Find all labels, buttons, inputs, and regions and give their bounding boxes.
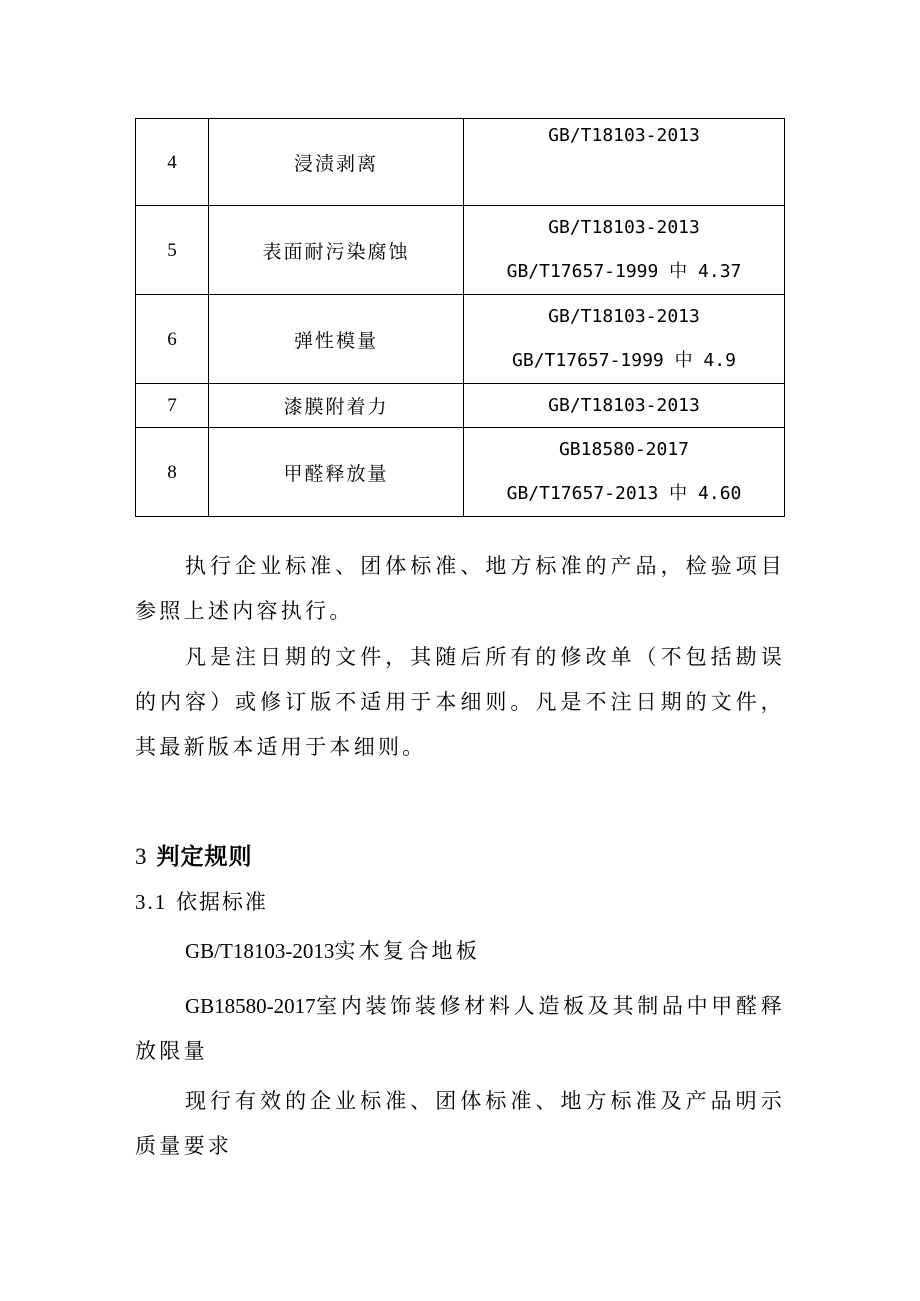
item-name: 漆膜附着力: [209, 384, 464, 428]
standard-cell: [464, 428, 785, 517]
item-name: 表面耐污染腐蚀: [209, 206, 464, 295]
table-row: [136, 295, 785, 384]
subsection-title: 依据标准: [175, 890, 268, 914]
standard-code: GB/T18103-2013: [185, 939, 335, 963]
table-row: [136, 206, 785, 295]
inspection-standards-table: [135, 118, 785, 517]
row-number: 8: [136, 428, 209, 517]
standard-code: GB/T18103-2013: [548, 394, 700, 416]
section-title: 判定规则: [156, 844, 253, 870]
standard-code: GB/T17657-2013 中 4.60: [506, 483, 742, 504]
item-name: 甲醛释放量: [209, 428, 464, 517]
row-number: 5: [136, 206, 209, 295]
standard-reference: [135, 984, 785, 1074]
table-row: [136, 384, 785, 428]
row-number: 4: [136, 119, 209, 206]
row-number: 7: [136, 384, 209, 428]
subsection-heading: [135, 886, 268, 916]
standard-cell: [464, 295, 785, 384]
standard-code: GB/T17657-1999 中 4.37: [506, 261, 742, 282]
item-name: 弹性模量: [209, 295, 464, 384]
standard-code: GB18580-2017: [185, 994, 316, 1018]
standard-code: GB/T18103-2013: [548, 217, 700, 238]
section-number: 3: [135, 844, 148, 869]
paragraph-current-standards: 现行有效的企业标准、团体标准、地方标准及产品明示质量要求: [135, 1089, 785, 1158]
row-number: 6: [136, 295, 209, 384]
paragraph-execution-note: 执行企业标准、团体标准、地方标准的产品，检验项目参照上述内容执行。: [135, 554, 785, 623]
standard-cell: [464, 206, 785, 295]
standard-code: GB/T17657-1999 中 4.9: [512, 350, 736, 371]
standard-code: GB/T18103-2013: [548, 125, 700, 146]
standard-name: 实木复合地板: [334, 939, 481, 963]
item-name: 浸渍剥离: [209, 119, 464, 206]
standard-code: GB/T18103-2013: [548, 306, 700, 327]
standard-name: 室内装饰装修材料人造板及其制品中甲醛释放限量: [135, 994, 785, 1063]
table-row: [136, 119, 785, 206]
section-heading: [135, 838, 253, 871]
standard-cell: [464, 119, 785, 206]
standard-code: GB18580-2017: [558, 439, 690, 460]
subsection-number: 3.1: [135, 890, 168, 914]
standard-cell: [464, 384, 785, 428]
paragraph-dated-documents: 凡是注日期的文件，其随后所有的修改单（不包括勘误的内容）或修订版不适用于本细则。凡是不注日期的文件，其最新版本适用于本细则。: [135, 645, 785, 759]
standard-reference: [135, 929, 785, 974]
table-row: [136, 428, 785, 517]
